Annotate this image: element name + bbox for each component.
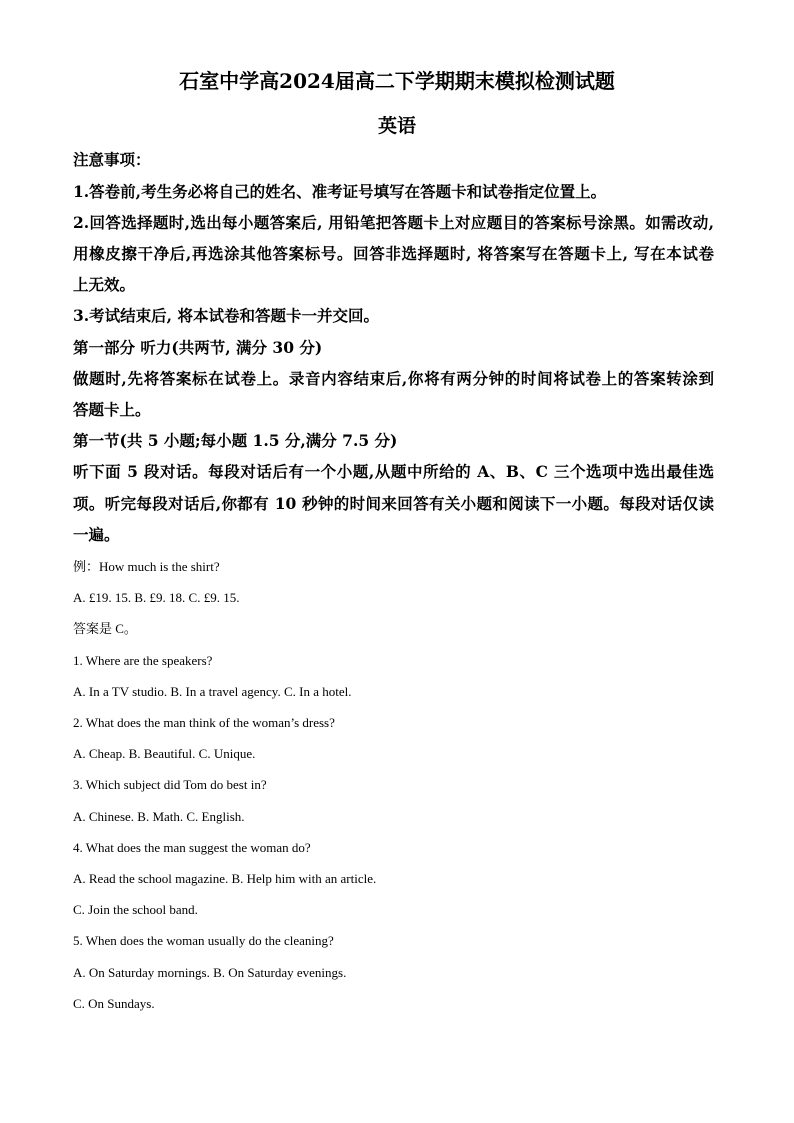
question-3-options: A. Chinese. B. Math. C. English. (73, 809, 245, 824)
example-answer: 答案是 C。 (73, 621, 137, 636)
section-one-instruction-line-3: 一遍。 (73, 525, 120, 544)
question-1: 1. Where are the speakers? (73, 653, 213, 668)
question-5: 5. When does the woman usually do the cleaning? (73, 933, 334, 948)
question-5-options-line-2: C. On Sundays. (73, 996, 155, 1011)
question-4-options-line-1: A. Read the school magazine. B. Help him with an article. (73, 871, 377, 886)
question-1-options: A. In a TV studio. B. In a travel agency. C. In a hotel. (73, 684, 352, 699)
question-2-options: A. Cheap. B. Beautiful. C. Unique. (73, 746, 256, 761)
question-4-options-line-2: C. Join the school band. (73, 902, 198, 917)
question-3: 3. Which subject did Tom do best in? (73, 777, 267, 792)
example-question: 例：How much is the shirt? (73, 559, 220, 574)
question-2: 2. What does the man think of the woman’s dress? (73, 715, 335, 730)
section-one-instruction-line-2: 项。听完每段对话后,你都有 10 秒钟的时间来回答有关小题和阅读下一小题。每段对话仅读 (73, 494, 714, 513)
notice-heading: 注意事项： (73, 150, 151, 169)
question-5-options-line-1: A. On Saturday mornings. B. On Saturday evenings. (73, 965, 347, 980)
section-one-heading: 第一节(共 5 小题;每小题 1.5 分,满分 7.5 分) (73, 431, 398, 450)
part-one-instruction-line-1: 做题时,先将答案标在试卷上。录音内容结束后,你将有两分钟的时间将试卷上的答案转涂到 (73, 369, 714, 388)
notice-item-3: 3.考试结束后, 将本试卷和答题卡一并交回。 (73, 306, 379, 325)
question-4: 4. What does the man suggest the woman do? (73, 840, 311, 855)
exam-title: 石室中学高2024届高二下学期期末模拟检测试题 (179, 69, 615, 93)
notice-item-1: 1.答卷前,考生务必将自己的姓名、准考证号填写在答题卡和试卷指定位置上。 (73, 182, 607, 201)
exam-subject: 英语 (377, 115, 416, 137)
notice-item-2-line-1: 2.回答选择题时,选出每小题答案后, 用铅笔把答题卡上对应题目的答案标号涂黑。如需改动, (73, 213, 714, 232)
notice-item-2-line-2: 用橡皮擦干净后,再选涂其他答案标号。回答非选择题时, 将答案写在答题卡上, 写在本试卷 (73, 244, 714, 263)
section-one-instruction-line-1: 听下面 5 段对话。每段对话后有一个小题,从题中所给的 A、B、C 三个选项中选出最佳选 (73, 462, 714, 481)
example-options: A. £19. 15. B. £9. 18. C. £9. 15. (73, 590, 240, 605)
part-one-instruction-line-2: 答题卡上。 (73, 400, 151, 419)
notice-item-2-line-3: 上无效。 (73, 275, 136, 294)
part-one-heading: 第一部分 听力(共两节, 满分 30 分) (73, 338, 323, 357)
